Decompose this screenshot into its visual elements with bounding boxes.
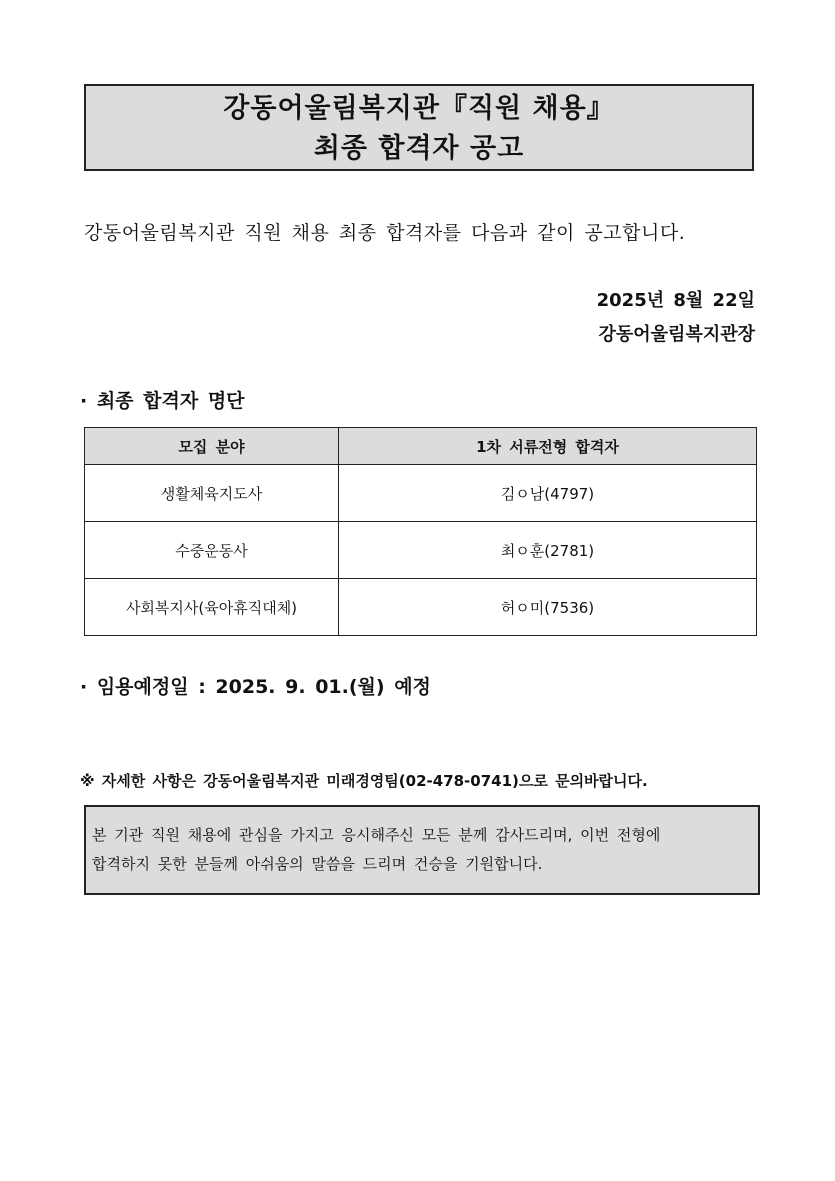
table-row xyxy=(85,522,757,579)
announcement-date: 2025년 8월 22일 xyxy=(596,290,755,311)
contact-note: ※ 자세한 사항은 강동어울림복지관 미래경영팀(02-478-0741)으로 문의바랍니다. xyxy=(80,772,648,790)
cell-field: 생활체육지도사 xyxy=(85,465,339,522)
table-header-row xyxy=(85,428,757,465)
intro-text: 강동어울림복지관 직원 채용 최종 합격자를 다음과 같이 공고합니다. xyxy=(84,222,686,244)
page-title: 강동어울림복지관『직원 채용』 xyxy=(223,93,615,124)
column-header-candidate: 1차 서류전형 합격자 xyxy=(339,428,757,465)
roster-table xyxy=(84,427,757,636)
cell-candidate: 최ㅇ훈(2781) xyxy=(339,522,757,579)
appointment-date-heading: · 임용예정일 : 2025. 9. 01.(월) 예정 xyxy=(80,676,431,698)
title-box xyxy=(84,84,754,171)
thanks-line-2: 합격하지 못한 분들께 아쉬움의 말씀을 드리며 건승을 기원합니다. xyxy=(92,855,543,873)
column-header-field: 모집 분야 xyxy=(85,428,339,465)
cell-field: 수중운동사 xyxy=(85,522,339,579)
cell-field: 사회복지사(육아휴직대체) xyxy=(85,579,339,636)
cell-candidate: 김ㅇ남(4797) xyxy=(339,465,757,522)
cell-candidate: 허ㅇ미(7536) xyxy=(339,579,757,636)
table-row xyxy=(85,465,757,522)
thanks-line-1: 본 기관 직원 채용에 관심을 가지고 응시해주신 모든 분께 감사드리며, 이번 전형에 xyxy=(92,826,661,844)
page-subtitle: 최종 합격자 공고 xyxy=(313,133,525,164)
thanks-box xyxy=(84,805,760,895)
roster-heading: · 최종 합격자 명단 xyxy=(80,390,245,412)
issuer-name: 강동어울림복지관장 xyxy=(598,324,755,345)
table-row xyxy=(85,579,757,636)
